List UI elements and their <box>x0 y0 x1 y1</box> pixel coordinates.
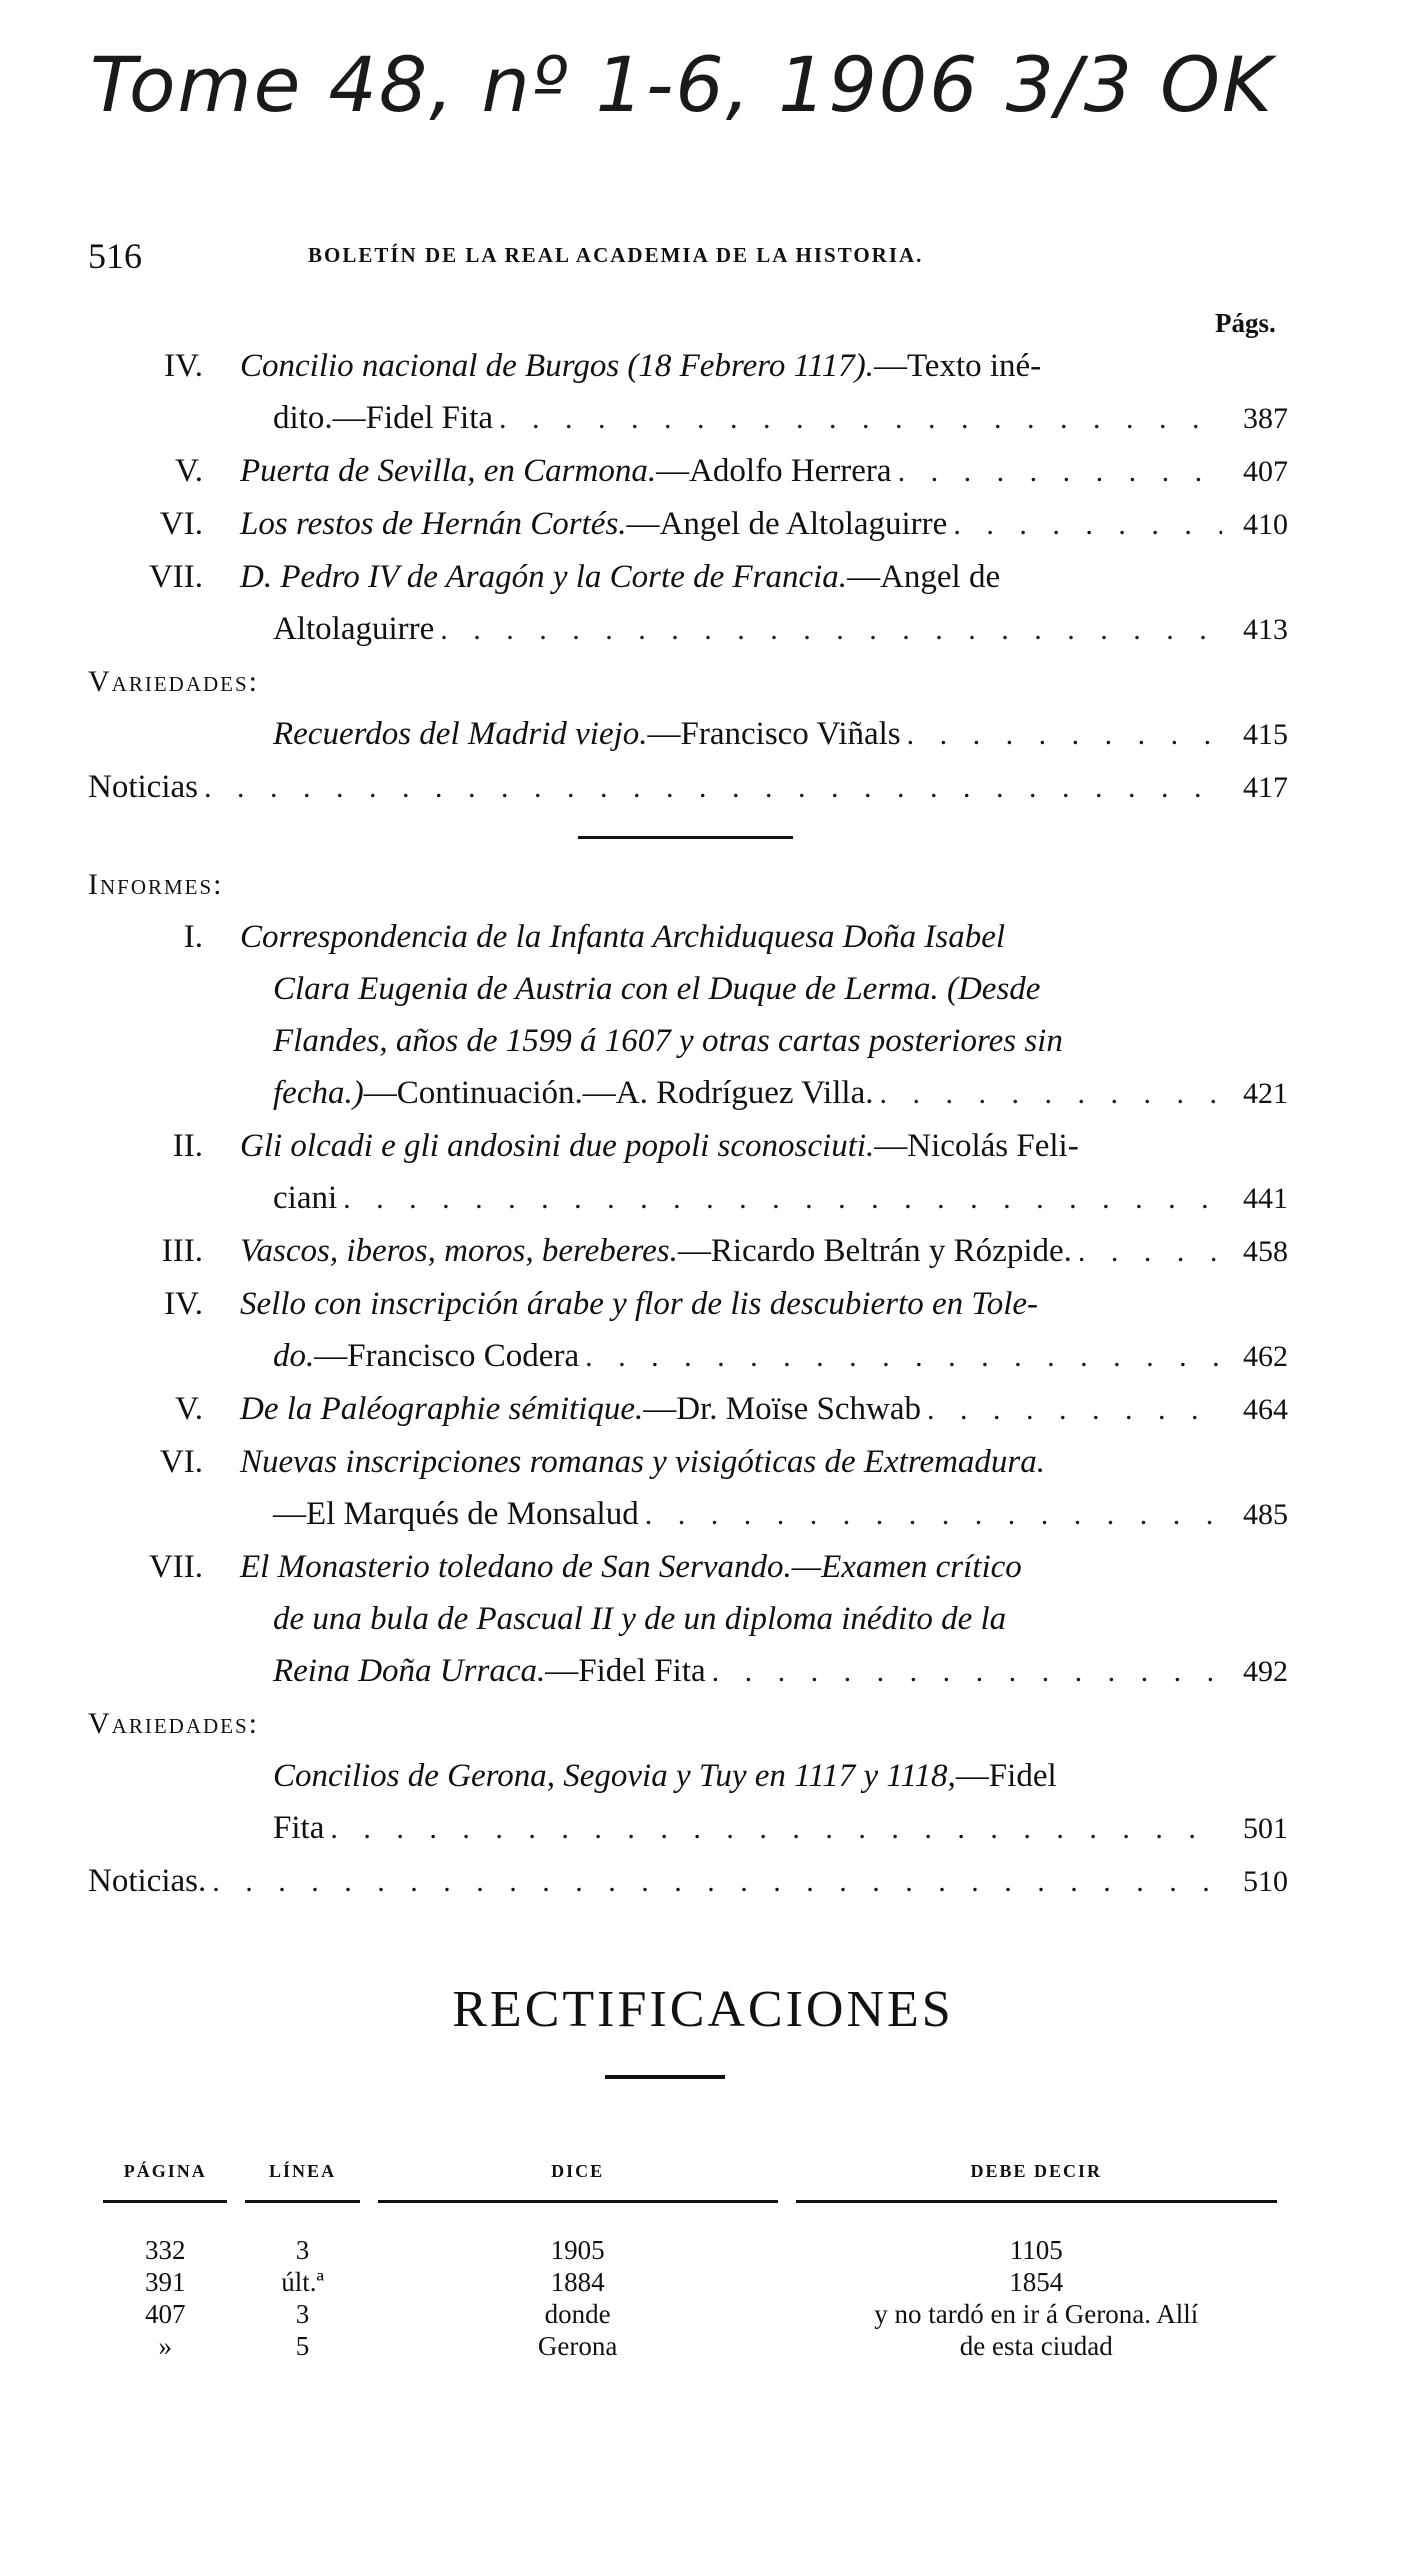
toc-entry <box>88 551 1288 656</box>
entry-number: V. <box>175 453 203 489</box>
leader-dots <box>343 1173 1222 1225</box>
toc-line <box>273 1172 1288 1225</box>
author-text: —El Marqués de Monsalud <box>273 1496 639 1532</box>
page-ref: 510 <box>1243 1865 1288 1898</box>
author-text: ciani <box>273 1180 338 1216</box>
journal-title: BOLETÍN DE LA REAL ACADEMIA DE LA HISTORIA. <box>308 243 924 267</box>
entry-number: II. <box>172 1128 203 1164</box>
rectificaciones-table <box>85 2160 1295 2362</box>
entry-number: IV. <box>164 348 203 384</box>
toc-line <box>273 963 1288 1015</box>
cell: 1905 <box>550 2235 605 2265</box>
page-ref: 458 <box>1243 1235 1288 1268</box>
author-text: —Francisco Viñals <box>647 716 901 752</box>
page-ref: 417 <box>1243 771 1288 804</box>
title-text: Los restos de Hernán Cortés. <box>240 506 627 542</box>
cell: 3 <box>295 2235 310 2265</box>
leader-dots <box>898 446 1222 498</box>
title-text: El Monasterio toledano de San Servando.—Examen crítico <box>240 1549 1022 1585</box>
toc-line <box>273 1645 1288 1698</box>
toc-entry <box>88 1436 1288 1541</box>
toc-line <box>240 498 1288 551</box>
noticias-line <box>88 1855 1288 1908</box>
cell: 391 <box>144 2267 186 2297</box>
author-text: —Ricardo Beltrán y Rózpide. <box>677 1233 1072 1269</box>
page-ref: 492 <box>1243 1655 1288 1688</box>
title-rule <box>605 2075 725 2079</box>
title-text: Concilios de Gerona, Segovia y Tuy en 1117 y 1118, <box>273 1758 956 1794</box>
title-text: de una bula de Pascual II y de un diploma inédito de la <box>273 1601 1007 1637</box>
author-text: —Angel de Altolaguirre <box>626 506 948 542</box>
toc-line <box>273 1330 1288 1383</box>
page-ref: 421 <box>1243 1077 1288 1110</box>
title-text: D. Pedro IV de Aragón y la Corte de Francia. <box>240 559 848 595</box>
leader-dots <box>440 604 1222 656</box>
title-text: De la Paléographie sémitique. <box>240 1391 644 1427</box>
title-text: Puerta de Sevilla, en Carmona. <box>240 453 657 489</box>
cell: 1884 <box>550 2267 605 2297</box>
title-text: fecha.) <box>273 1075 364 1111</box>
page-ref: 410 <box>1243 508 1288 541</box>
informes-heading: Informes: <box>88 868 224 901</box>
col-header-dice: DICE <box>378 2160 778 2203</box>
toc-line <box>240 1436 1288 1488</box>
leader-dots <box>212 1856 1222 1908</box>
leader-dots <box>585 1331 1222 1383</box>
variedades-heading: Variedades: <box>88 665 259 698</box>
page-ref: 415 <box>1243 718 1288 751</box>
toc-line <box>273 1067 1288 1120</box>
entry-number: VI. <box>159 1444 203 1480</box>
author-text: Altolaguirre <box>273 611 435 647</box>
leader-dots <box>645 1489 1222 1541</box>
cell: 5 <box>295 2331 310 2361</box>
author-text: —Texto iné- <box>873 348 1042 384</box>
entry-number: I. <box>183 919 203 955</box>
handwritten-note <box>90 40 1390 170</box>
toc-entry <box>88 498 1288 551</box>
toc-line <box>273 1750 1288 1802</box>
cell: 1105 <box>1009 2235 1063 2265</box>
entry-number: VII. <box>148 559 203 595</box>
title-text: Sello con inscripción árabe y flor de lis descubierto en Tole- <box>240 1286 1038 1322</box>
cell: de esta ciudad <box>959 2331 1113 2361</box>
toc-line <box>273 1488 1288 1541</box>
entry-number: III. <box>161 1233 203 1269</box>
toc-line <box>240 551 1288 603</box>
pags-label: Págs. <box>1215 308 1276 338</box>
toc-line <box>240 1120 1288 1172</box>
toc-line <box>240 1541 1288 1593</box>
toc-entry <box>88 1383 1288 1436</box>
author-text: dito.—Fidel Fita <box>273 400 494 436</box>
toc-line <box>273 1802 1288 1855</box>
toc-entry <box>88 1120 1288 1225</box>
cell: y no tardó en ir á Gerona. Allí <box>874 2299 1199 2329</box>
leader-dots <box>927 1384 1222 1436</box>
author-text: Fita <box>273 1810 325 1846</box>
author-text: —Adolfo Herrera <box>656 453 892 489</box>
page-number: 516 <box>88 236 142 276</box>
author-text: —Francisco Codera <box>314 1338 580 1374</box>
author-text: —Continuación.—A. Rodríguez Villa. <box>363 1075 874 1111</box>
title-text: Clara Eugenia de Austria con el Duque de Lerma. (Desde <box>273 971 1041 1007</box>
rectificaciones-title: RECTIFICACIONES <box>452 1981 954 2038</box>
leader-dots <box>953 499 1222 551</box>
table-row <box>103 2266 1277 2298</box>
toc-entry <box>88 911 1288 1120</box>
author-text: —Fidel Fita <box>545 1653 706 1689</box>
title-text: Nuevas inscripciones romanas y visigóticas de Extremadura. <box>240 1444 1046 1480</box>
author-text: —Angel de <box>847 559 1001 595</box>
cell: 3 <box>295 2299 310 2329</box>
entry-number: VII. <box>148 1549 203 1585</box>
table-row <box>103 2203 1277 2266</box>
entry-number: V. <box>175 1391 203 1427</box>
page-ref: 407 <box>1243 455 1288 488</box>
cell: últ.ª <box>281 2267 324 2297</box>
toc-line <box>240 1383 1288 1436</box>
toc-line <box>240 1225 1288 1278</box>
toc-line <box>240 911 1288 963</box>
leader-dots <box>330 1803 1222 1855</box>
toc-line <box>273 603 1288 656</box>
page-ref: 462 <box>1243 1340 1288 1373</box>
table-of-contents <box>88 340 1288 1908</box>
toc-line <box>240 445 1288 498</box>
leader-dots <box>879 1068 1222 1120</box>
title-text: Gli olcadi e gli andosini due popoli sconosciuti. <box>240 1128 875 1164</box>
title-text: Reina Doña Urraca. <box>273 1653 546 1689</box>
leader-dots <box>1078 1226 1222 1278</box>
page-ref: 387 <box>1243 402 1288 435</box>
page-ref: 441 <box>1243 1182 1288 1215</box>
handwritten-text: Tome 48, nº 1-6, 1906 3/3 OK <box>90 40 1274 129</box>
title-text: do. <box>273 1338 315 1374</box>
toc-line <box>273 1593 1288 1645</box>
table-row <box>103 2298 1277 2330</box>
toc-line <box>240 1278 1288 1330</box>
page-ref: 413 <box>1243 613 1288 646</box>
section-divider <box>578 836 793 839</box>
title-text: Vascos, iberos, moros, bereberes. <box>240 1233 678 1269</box>
page-header <box>88 235 1288 275</box>
toc-entry <box>88 1225 1288 1278</box>
page-ref: 464 <box>1243 1393 1288 1426</box>
col-header-pagina: PÁGINA <box>103 2160 227 2203</box>
noticias-label: Noticias <box>88 769 198 805</box>
entry-number: IV. <box>164 1286 203 1322</box>
cell: 407 <box>144 2299 186 2329</box>
title-text: Flandes, años de 1599 á 1607 y otras cartas posteriores sin <box>273 1023 1063 1059</box>
toc-entry <box>88 445 1288 498</box>
toc-line <box>273 708 1288 761</box>
cell: 332 <box>144 2235 186 2265</box>
leader-dots <box>712 1646 1222 1698</box>
noticias-label: Noticias. <box>88 1863 207 1899</box>
table-row <box>103 2330 1277 2362</box>
author-text: —Dr. Moïse Schwab <box>643 1391 921 1427</box>
page-ref: 485 <box>1243 1498 1288 1531</box>
toc-line <box>273 392 1288 445</box>
title-text: Correspondencia de la Infanta Archiduquesa Doña Isabel <box>240 919 1006 955</box>
toc-line <box>273 1015 1288 1067</box>
leader-dots <box>907 709 1222 761</box>
noticias-line <box>88 761 1288 814</box>
author-text: —Nicolás Feli- <box>874 1128 1079 1164</box>
cell: » <box>158 2331 172 2361</box>
author-text: —Fidel <box>955 1758 1057 1794</box>
toc-entry <box>88 1278 1288 1383</box>
leader-dots <box>204 762 1222 814</box>
leader-dots <box>499 393 1222 445</box>
entry-number: VI. <box>159 506 203 542</box>
col-header-debe-decir: DEBE DECIR <box>796 2160 1277 2203</box>
cell: Gerona <box>537 2331 618 2361</box>
variedades-heading: Variedades: <box>88 1707 259 1740</box>
cell: 1854 <box>1009 2267 1064 2297</box>
cell: donde <box>544 2299 611 2329</box>
title-text: Recuerdos del Madrid viejo. <box>273 716 648 752</box>
toc-line <box>240 340 1288 392</box>
toc-entry <box>88 1541 1288 1698</box>
title-text: Concilio nacional de Burgos (18 Febrero 1117). <box>240 348 874 384</box>
col-header-linea: LÍNEA <box>245 2160 359 2203</box>
toc-entry <box>88 340 1288 445</box>
page-ref: 501 <box>1243 1812 1288 1845</box>
